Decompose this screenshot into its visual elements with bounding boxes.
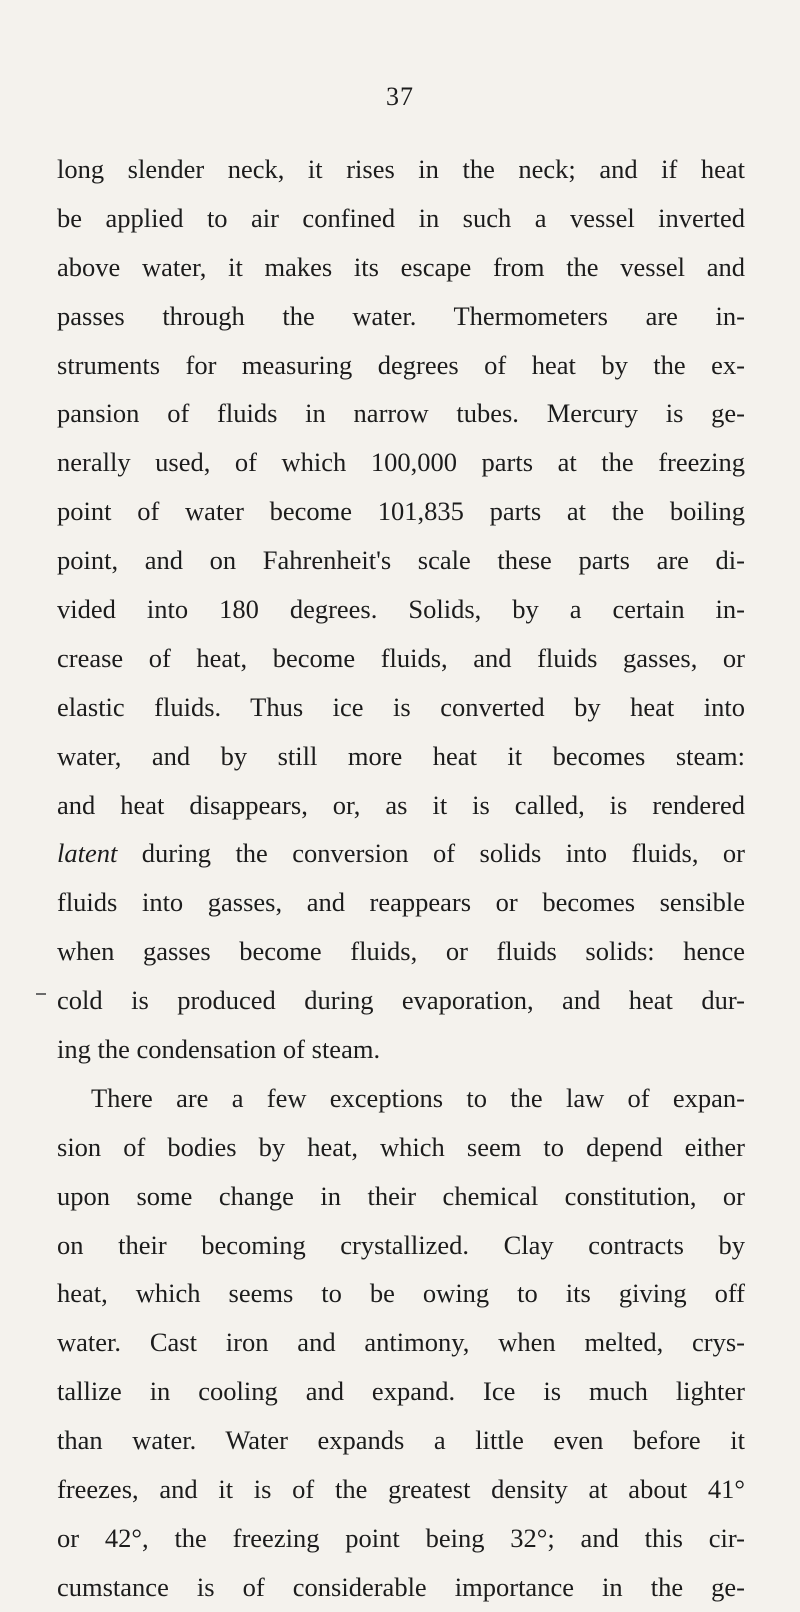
paragraph-end-line: ing the condensation of steam.	[57, 1034, 381, 1065]
text-line: pansion of fluids in narrow tubes. Mercury is ge-	[57, 398, 745, 429]
text-line: point, and on Fahrenheit's scale these parts are di-	[57, 545, 745, 576]
text-line: water. Cast iron and antimony, when melted, crys-	[57, 1327, 745, 1358]
text-line: cold is produced during evaporation, and heat dur-	[57, 985, 745, 1016]
page-number: 37	[386, 82, 414, 111]
paragraph-start-line: There are a few exceptions to the law of expan-	[91, 1082, 745, 1113]
text-line: or 42°, the freezing point being 32°; and this cir-	[57, 1522, 745, 1553]
text-line: on their becoming crystallized. Clay contracts by	[57, 1229, 745, 1260]
text-line: long slender neck, it rises in the neck; and if heat	[57, 154, 745, 184]
text-line: vided into 180 degrees. Solids, by a certain in-	[57, 594, 745, 625]
text-line: when gasses become fluids, or fluids solids: hence	[57, 936, 745, 967]
text-line: than water. Water expands a little even before it	[57, 1425, 745, 1456]
text-line: and heat disappears, or, as it is called, is rendered	[57, 789, 745, 820]
margin-dash-mark	[36, 993, 46, 995]
text-span: during the conversion of solids into fluids, or	[117, 838, 745, 869]
text-line: be applied to air confined in such a vessel inverted	[57, 202, 745, 233]
text-line: freezes, and it is of the greatest density at about 41°	[57, 1474, 745, 1505]
text-line: above water, it makes its escape from the vessel and	[57, 251, 745, 282]
text-line: nerally used, of which 100,000 parts at the freezing	[57, 447, 745, 478]
text-line: cumstance is of considerable importance in the ge-	[57, 1571, 745, 1602]
text-line: water, and by still more heat it becomes steam:	[57, 740, 745, 771]
text-line: heat, which seems to be owing to its giving off	[57, 1278, 745, 1309]
text-line: sion of bodies by heat, which seem to depend either	[57, 1131, 745, 1162]
text-line: fluids into gasses, and reappears or becomes sensible	[57, 887, 745, 918]
text-line: crease of heat, become fluids, and fluids gasses, or	[57, 642, 745, 673]
text-line: upon some change in their chemical constitution, or	[57, 1180, 745, 1211]
body-text	[57, 145, 745, 1612]
italic-word: latent	[57, 838, 118, 869]
text-line: elastic fluids. Thus ice is converted by heat into	[57, 691, 745, 722]
text-line: struments for measuring degrees of heat by the ex-	[57, 349, 745, 380]
text-line: tallize in cooling and expand. Ice is much lighter	[57, 1376, 745, 1407]
text-line: passes through the water. Thermometers are in-	[57, 300, 745, 331]
text-line: point of water become 101,835 parts at the boiling	[57, 496, 745, 527]
text-line-with-italic	[57, 829, 745, 878]
